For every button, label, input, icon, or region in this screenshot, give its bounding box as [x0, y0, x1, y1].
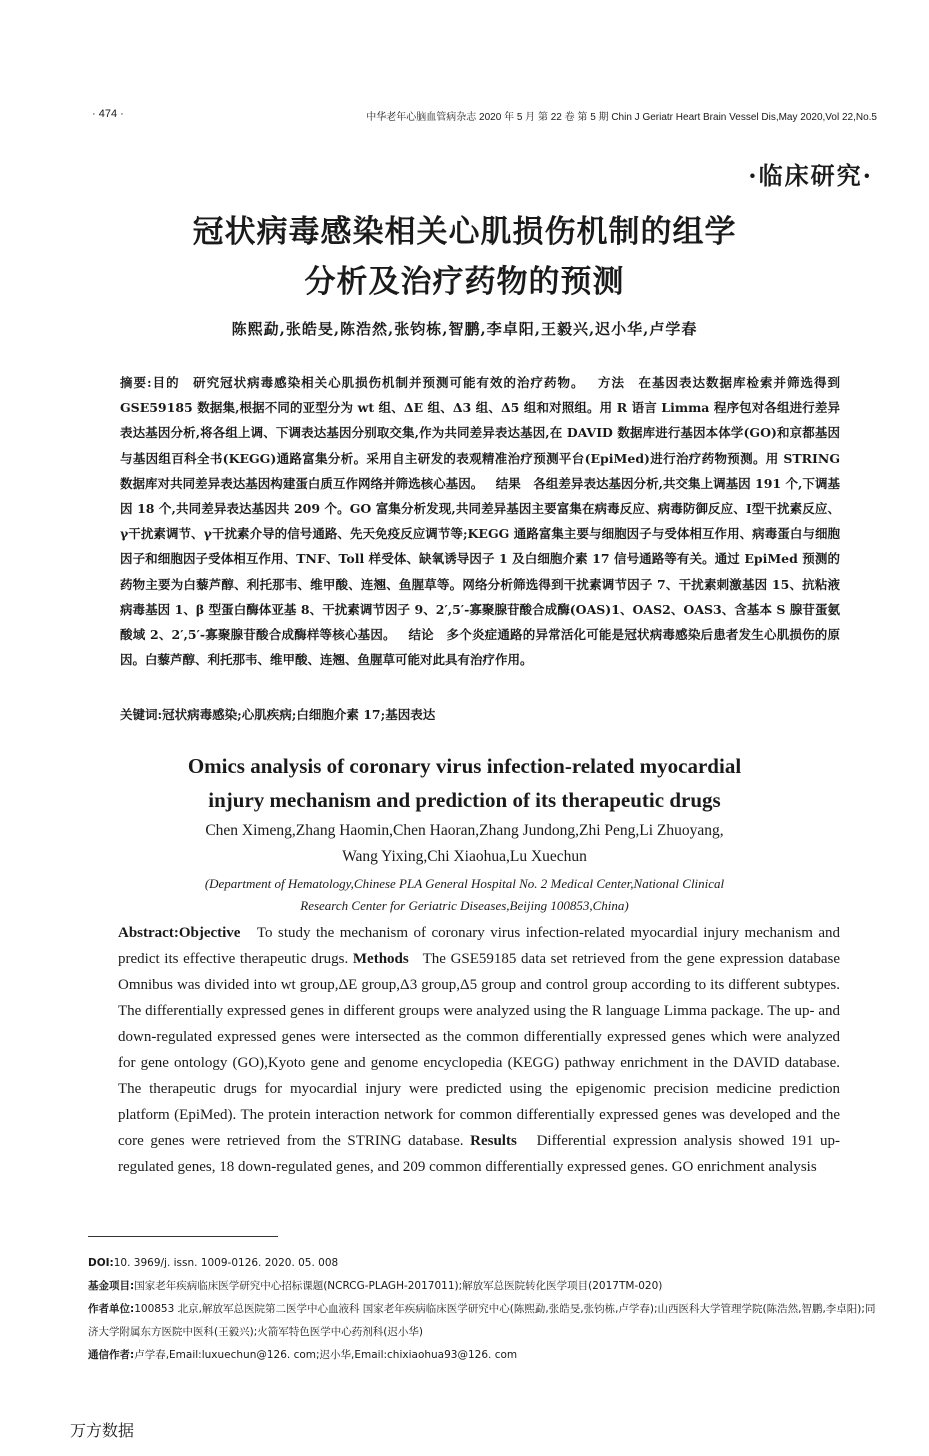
english-abstract [118, 920, 840, 1180]
results-text: 各组差异表达基因分析,共交集上调基因 191 个,下调基因 18 个,共同差异表达基因共 209 个。GO 富集分析发现,共同差异基因主要富集在病毒反应、病毒防御反应、Ⅰ型干扰素反应、γ干扰素调节、γ干扰素介导的信号通路、先天免疫反应调节等;KEGG 通路富集主要与细胞因子与受体相互作用、病毒蛋白与细胞因子和细胞因子受体相互作用、TNF、Toll 样受体、缺氧诱导因子 1 及白细胞介素 17 信号通路等有关。通过 EpiMed 预测的药物主要为白藜芦醇、利托那韦、维甲酸、连翘、鱼腥草等。网络分析筛选得到干扰素调节因子 7、干扰素刺激基因 15、抗粘液病毒基因 1、β 型蛋白酶体亚基 8、干扰素调节因子 9、2′,5′-寡聚腺苷酸合成酶(OAS)1、OAS2、OAS3、含基本 S 腺苷蛋氨酸域 2、2′,5′-寡聚腺苷酸合成酶样等核心基因。 [120, 475, 840, 643]
english-title-line-1: Omics analysis of coronary virus infection-related myocardial [187, 754, 742, 778]
methods-label-en: Methods [352, 951, 409, 967]
chinese-title-line-1: 冠状病毒感染相关心肌损伤机制的组学 [192, 214, 737, 250]
objective-text: 研究冠状病毒感染相关心肌损伤机制并预测可能有效的治疗药物。 [192, 375, 585, 390]
objective-label: 目的 [151, 375, 180, 390]
english-affiliation-line-1: (Department of Hematology,Chinese PLA General Hospital No. 2 Medical Center,National Clinical [204, 876, 725, 891]
chinese-authors: 陈熙勐,张皓旻,陈浩然,张钧栋,智鹏,李卓阳,王毅兴,迟小华,卢学春 [231, 320, 698, 338]
english-affiliation-line-2: Research Center for Geriatric Diseases,Beijing 100853,China) [300, 898, 629, 913]
funding-text: 国家老年疾病临床医学研究中心招标课题(NCRCG-PLAGH-2017011);解放军总医院转化医学项目(2017TM-020) [134, 1280, 663, 1292]
methods-text-en: The GSE59185 data set retrieved from the gene expression database Omnibus was divided into wt group,ΔE group,Δ3 group,Δ5 group and control group according to its different subtypes. The differentially expressed genes in different groups were analyzed using the R language Limma package. The up- and down-regulated expressed genes were intersected as the common differentially expressed genes which were analyzed for gene ontology (GO),Kyoto gene and genome encyclopedia (KEGG) pathway enrichment in the DAVID database. The therapeutic drugs for myocardial injury were predicted using the epigenomic precision medicine prediction platform (EpiMed). The protein interaction network for common differentially expressed genes was developed and the core genes were retrieved from the STRING database. [118, 951, 841, 1149]
results-label: 结果 [495, 475, 521, 491]
results-label-en: Results [470, 1133, 517, 1149]
abstract-label-en: Abstract: [118, 925, 179, 941]
keywords-text: 冠状病毒感染;心肌疾病;白细胞介素 17;基因表达 [162, 707, 436, 722]
watermark: 万方数据 [70, 1421, 135, 1440]
footnote-divider [88, 1236, 278, 1237]
english-title-line-2: injury mechanism and prediction of its therapeutic drugs [208, 788, 721, 812]
chinese-keywords [120, 702, 840, 727]
chinese-title-line-2: 分析及治疗药物的预测 [304, 264, 625, 300]
funding-label: 基金项目: [88, 1280, 135, 1292]
keywords-label: 关键词: [120, 707, 163, 722]
objective-text-en: To study the mechanism of coronary virus infection-related myocardial injury mechanism and predict its effective therapeutic drugs. [118, 925, 841, 967]
methods-text: 在基因表达数据库检索并筛选得到 GSE59185 数据集,根据不同的亚型分为 wt 组、ΔE 组、Δ3 组、Δ5 组和对照组。用 R 语言 Limma 程序包对各组进行差异表达基因分析,将各组上调、下调表达基因分别取交集,作为共同差异表达基因,在 DAVID 数据库进行基因本体学(GO)和京都基因与基因组百科全书(KEGG)通路富集分析。采用自主研发的表观精准治疗预测平台(EpiMed)进行治疗药物预测。用 STRING 数据库对共同差异表达基因构建蛋白质互作网络并筛选核心基因。 [120, 375, 840, 491]
affiliations-label: 作者单位: [88, 1303, 135, 1315]
abstract-label: 摘要: [120, 375, 152, 390]
chinese-abstract [120, 370, 840, 672]
english-authors-line-2: Wang Yixing,Chi Xiaohua,Lu Xuechun [342, 848, 587, 865]
doi-text: 10. 3969/j. issn. 1009-0126. 2020. 05. 008 [113, 1257, 339, 1269]
affiliations-text: 100853 北京,解放军总医院第二医学中心血液科 国家老年疾病临床医学研究中心(陈熙勐,张皓旻,张钧栋,卢学春);山西医科大学管理学院(陈浩然,智鹏,李卓阳);同济大学附属东方医院中医科(王毅兴);火箭军特色医学中心药剂科(迟小华) [88, 1303, 876, 1338]
section-tag: ·临床研究· [748, 161, 873, 190]
correspondence-text: 卢学春,Email:luxuechun@126. com;迟小华,Email:chixiaohua93@126. com [134, 1349, 518, 1361]
english-authors-line-1: Chen Ximeng,Zhang Haomin,Chen Haoran,Zhang Jundong,Zhi Peng,Li Zhuoyang, [205, 822, 724, 839]
footnote-funding [88, 1275, 878, 1298]
results-text-en: Differential expression analysis showed 191 up-regulated genes, 18 down-regulated genes, and 209 common differentially expressed genes. GO enrichment analysis [118, 1133, 840, 1175]
footnote-doi [88, 1252, 878, 1275]
footnote-affiliations [88, 1298, 878, 1344]
correspondence-label: 通信作者: [88, 1349, 135, 1361]
journal-header: 中华老年心脑血管病杂志 2020 年 5 月 第 22 卷 第 5 期 Chin J Geriatr Heart Brain Vessel Dis,May 2020,Vol 22,No.5 [366, 112, 877, 123]
objective-label-en: Objective [178, 925, 241, 941]
doi-label: DOI: [88, 1257, 114, 1269]
page-number: · 474 · [92, 108, 124, 120]
conclusion-label: 结论 [408, 627, 434, 643]
methods-label: 方法 [597, 375, 626, 390]
footnote-correspondence [88, 1344, 878, 1367]
conclusion-text: 多个炎症通路的异常活化可能是冠状病毒感染后患者发生心肌损伤的原因。白藜芦醇、利托那韦、维甲酸、连翘、鱼腥草可能对此具有治疗作用。 [120, 627, 840, 668]
